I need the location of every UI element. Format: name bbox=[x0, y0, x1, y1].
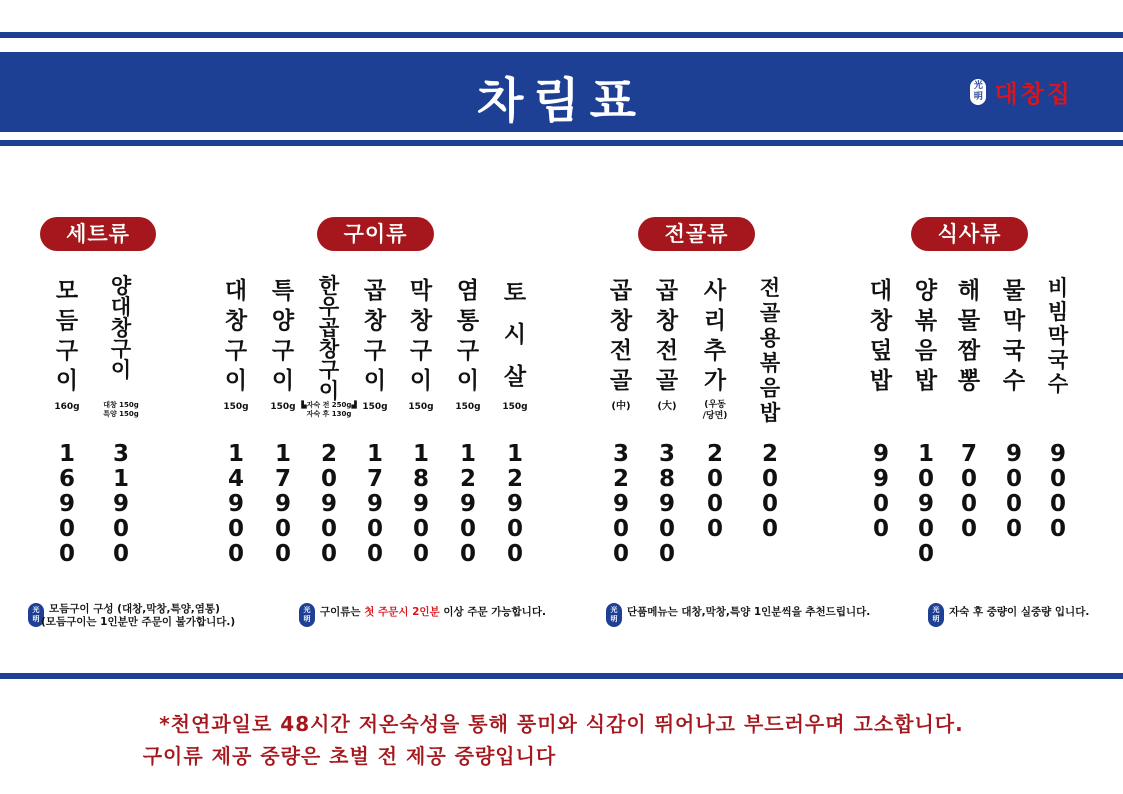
category-hotpot: 전골류 bbox=[638, 217, 755, 251]
category-meal: 식사류 bbox=[911, 217, 1028, 251]
item-weight: 150g bbox=[270, 402, 296, 412]
item-name: 대 창 구 이 bbox=[224, 278, 248, 394]
item-weight-line: 대창 150g bbox=[103, 401, 139, 409]
item-size-line: /당면) bbox=[702, 411, 728, 421]
item-size: (中) bbox=[611, 401, 631, 412]
item-price: 1 6 9 0 0 bbox=[58, 441, 75, 567]
brand-seal-icon: 光 明 bbox=[606, 603, 622, 627]
item-name: 사 리 추 가 bbox=[703, 278, 727, 394]
note-grill bbox=[299, 603, 546, 627]
item-price: 9 0 0 0 bbox=[1005, 441, 1022, 542]
note-text: 이상 주문 가능합니다. bbox=[439, 606, 546, 618]
brand-seal-icon: 光 明 bbox=[28, 603, 44, 627]
item-price: 9 0 0 0 bbox=[1049, 441, 1066, 542]
item-weight-line: 특양 150g bbox=[103, 410, 139, 418]
brand-logo bbox=[968, 74, 1073, 109]
item-name: 막 창 구 이 bbox=[409, 278, 433, 394]
item-name: 곱 창 전 골 bbox=[609, 278, 633, 394]
footer-line-1: *천연과일로 48시간 저온숙성을 통해 풍미와 식감이 뛰어나고 부드러우며 고소합니다. bbox=[159, 712, 964, 736]
item-weight bbox=[90, 401, 152, 419]
note-meal bbox=[928, 603, 1089, 627]
brand-seal-icon: 光 明 bbox=[968, 77, 988, 107]
item-name: 특 양 구 이 bbox=[271, 278, 295, 394]
footer-line-2: 구이류 제공 중량은 초벌 전 제공 중량입니다 bbox=[142, 744, 557, 768]
item-price: 1 0 9 0 0 bbox=[917, 441, 934, 567]
category-set: 세트류 bbox=[40, 217, 156, 251]
item-name: 물 막 국 수 bbox=[1002, 278, 1026, 394]
note-hotpot bbox=[606, 603, 870, 627]
item-name: 한 우 곱 창 구 이 bbox=[318, 274, 340, 403]
item-price: 2 0 0 0 bbox=[706, 441, 723, 542]
item-name: 해 물 짬 뽕 bbox=[957, 278, 981, 394]
item-price: 3 1 9 0 0 bbox=[112, 441, 129, 567]
note-text: 모듬구이 구성 (대창,막창,특양,염통) bbox=[49, 603, 220, 615]
footer-stripe bbox=[0, 673, 1123, 679]
item-name: 곱 창 구 이 bbox=[363, 278, 387, 394]
item-name: 토 시 살 bbox=[503, 280, 527, 390]
item-size: (大) bbox=[657, 401, 677, 412]
item-weight: 150g bbox=[223, 402, 249, 412]
top-stripe bbox=[0, 32, 1123, 38]
item-weight: 150g bbox=[362, 402, 388, 412]
item-name: 양 볶 음 밥 bbox=[914, 278, 938, 394]
item-weight: 150g bbox=[408, 402, 434, 412]
note-set bbox=[28, 603, 235, 629]
item-weight: 150g bbox=[455, 402, 481, 412]
item-name: 전 골 용 볶 음 밥 bbox=[759, 276, 781, 425]
item-name: 양 대 창 구 이 bbox=[110, 274, 132, 382]
note-text: 단품메뉴는 대창,막창,특양 1인분씩을 추천드립니다. bbox=[627, 606, 871, 618]
item-price: 1 2 9 0 0 bbox=[459, 441, 476, 567]
item-name: 염 통 구 이 bbox=[456, 278, 480, 394]
item-weight-line: 자숙 후 130g bbox=[306, 410, 352, 418]
category-grill: 구이류 bbox=[317, 217, 434, 251]
note-text: 자숙 후 중량이 실중량 입니다. bbox=[949, 606, 1090, 618]
item-weight-line: ▙자숙 전 250g▟ bbox=[301, 401, 357, 409]
item-name: 곱 창 전 골 bbox=[655, 278, 679, 394]
brand-seal-icon: 光 明 bbox=[299, 603, 315, 627]
note-highlight: 첫 주문시 2인분 bbox=[364, 606, 440, 618]
item-price: 2 0 9 0 0 bbox=[320, 441, 337, 567]
item-weight: 160g bbox=[54, 402, 80, 412]
item-price: 2 0 0 0 bbox=[761, 441, 778, 542]
item-price: 1 8 9 0 0 bbox=[412, 441, 429, 567]
item-weight: 150g bbox=[502, 402, 528, 412]
item-price: 1 4 9 0 0 bbox=[227, 441, 244, 567]
item-price: 1 7 9 0 0 bbox=[366, 441, 383, 567]
item-name: 모 듬 구 이 bbox=[55, 278, 79, 394]
note-text: 구이류는 bbox=[320, 606, 365, 618]
item-price: 3 8 9 0 0 bbox=[658, 441, 675, 567]
brand-name: 대창집 bbox=[994, 79, 1073, 108]
item-size bbox=[684, 400, 746, 422]
item-price: 1 7 9 0 0 bbox=[274, 441, 291, 567]
item-price: 3 2 9 0 0 bbox=[612, 441, 629, 567]
header-banner bbox=[0, 52, 1123, 132]
item-price: 1 2 9 0 0 bbox=[506, 441, 523, 567]
page-title: 차림표 bbox=[476, 73, 647, 129]
item-name: 비 빔 막 국 수 bbox=[1047, 276, 1069, 396]
brand-seal-icon: 光 明 bbox=[928, 603, 944, 627]
item-name: 대 창 덮 밥 bbox=[869, 278, 893, 394]
item-price: 7 0 0 0 bbox=[960, 441, 977, 542]
item-size-line: (우동 bbox=[704, 400, 726, 410]
item-price: 9 9 0 0 bbox=[872, 441, 889, 542]
note-text: (모듬구이는 1인분만 주문이 불가합니다.) bbox=[41, 616, 236, 628]
bottom-header-stripe bbox=[0, 140, 1123, 146]
